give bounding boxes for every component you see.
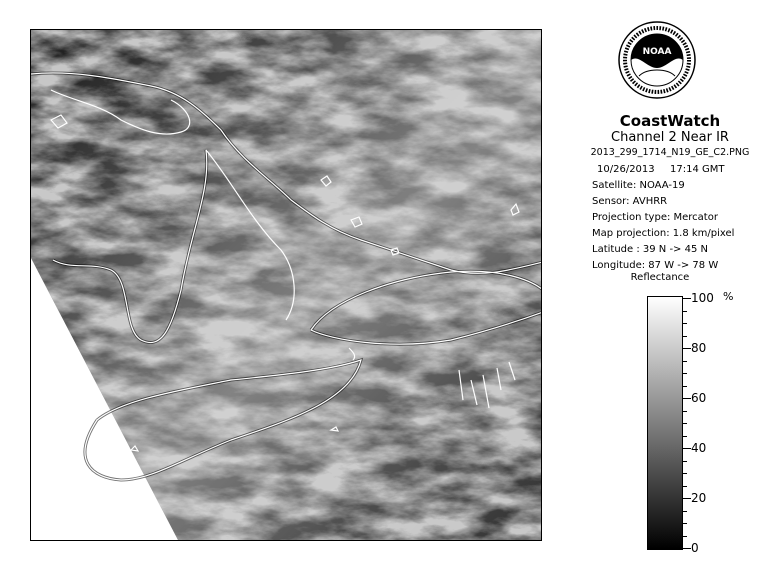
colorbar-tick <box>683 323 687 324</box>
colorbar-tick <box>683 398 691 399</box>
colorbar-tick-label: 20 <box>691 491 707 505</box>
colorbar-tick <box>683 548 691 549</box>
product-title: CoastWatch <box>619 112 721 130</box>
map-projection-info: Map projection: 1.8 km/pixel <box>592 228 735 239</box>
acquisition-date: 10/26/2013 <box>597 164 655 175</box>
colorbar-tick-label: 60 <box>691 391 707 405</box>
colorbar-unit: % <box>723 290 734 303</box>
colorbar-tick <box>683 436 687 437</box>
colorbar-tick-label: 100 <box>691 291 714 305</box>
longitude-info: Longitude: 87 W -> 78 W <box>592 260 719 271</box>
colorbar-tick <box>683 536 687 537</box>
colorbar-tick <box>683 298 691 299</box>
colorbar-tick <box>683 511 687 512</box>
channel-name: Channel 2 Near IR <box>611 130 729 145</box>
colorbar-tick-label: 40 <box>691 441 707 455</box>
colorbar-tick <box>683 348 691 349</box>
satellite-image-map <box>30 29 542 541</box>
colorbar-tick <box>683 473 687 474</box>
colorbar-tick <box>683 486 687 487</box>
colorbar-tick-label: 80 <box>691 341 707 355</box>
acquisition-time: 17:14 GMT <box>670 164 725 175</box>
near-ir-reflectance-image <box>31 30 542 541</box>
logo-center-text: NOAA <box>642 47 672 57</box>
latitude-info: Latitude : 39 N -> 45 N <box>592 244 708 255</box>
colorbar-tick <box>683 423 687 424</box>
colorbar-tick <box>683 523 687 524</box>
colorbar-tick <box>683 498 691 499</box>
colorbar-tick-label: 0 <box>691 541 699 555</box>
colorbar-tick <box>683 461 687 462</box>
reflectance-colorbar <box>647 296 683 550</box>
colorbar-tick <box>683 311 687 312</box>
image-filename: 2013_299_1714_N19_GE_C2.PNG <box>590 147 750 158</box>
colorbar-tick <box>683 411 687 412</box>
satellite-info: Satellite: NOAA-19 <box>592 180 685 191</box>
colorbar-tick <box>683 336 687 337</box>
colorbar-tick <box>683 361 687 362</box>
sensor-info: Sensor: AVHRR <box>592 196 668 207</box>
projection-type-info: Projection type: Mercator <box>592 212 718 223</box>
colorbar-label: Reflectance <box>630 272 690 283</box>
colorbar-tick <box>683 448 691 449</box>
colorbar-tick <box>683 373 687 374</box>
noaa-logo-icon <box>617 20 697 100</box>
colorbar-tick <box>683 386 687 387</box>
